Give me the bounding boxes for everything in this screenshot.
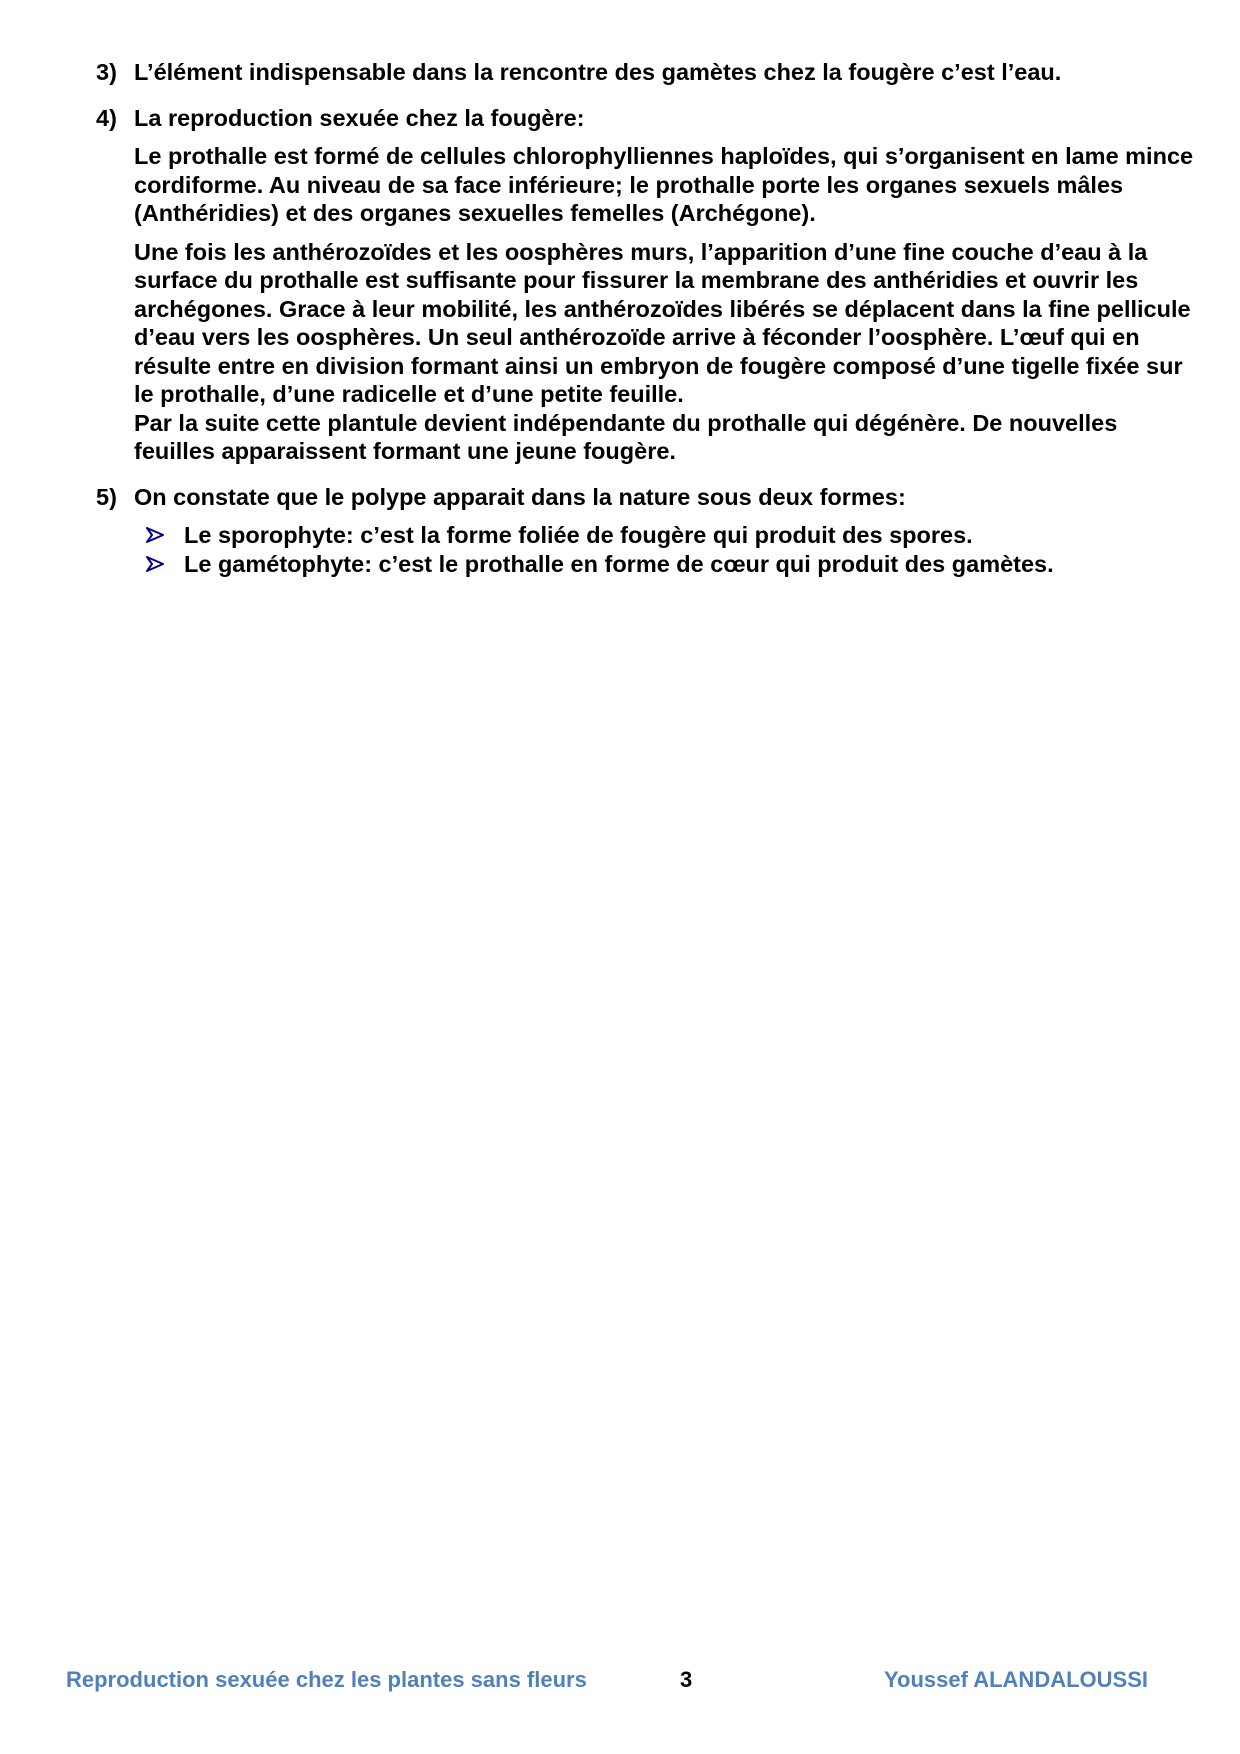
list-item-4 — [96, 104, 1196, 466]
arrow-bullet-icon — [146, 521, 184, 549]
paragraph-plantule: Par la suite cette plantule devient indépendante du prothalle qui dégénère. De nouvelles feuilles apparaissent formant une jeune fougère. — [134, 409, 1118, 464]
item-number: 5) — [96, 483, 117, 510]
bullet-item — [146, 550, 1196, 579]
item-body — [134, 104, 1196, 466]
bullet-item — [146, 521, 1196, 550]
item-body — [134, 58, 1196, 87]
main-content — [96, 58, 1196, 578]
item-text: On constate que le polype apparait dans la nature sous deux formes: — [134, 483, 906, 510]
list-item-3 — [96, 58, 1196, 87]
item-heading: La reproduction sexuée chez la fougère: — [134, 104, 585, 131]
bullet-text: Le sporophyte: c’est la forme foliée de fougère qui produit des spores. — [184, 522, 973, 548]
paragraph-fecondation: Une fois les anthérozoïdes et les oosphères murs, l’apparition d’une fine couche d’eau à la surface du prothalle est suffisante pour fissurer la membrane des anthéridies et ouvrir les archégones. Grace à leur mobilité, les anthérozoïdes libérés se déplacent dans la fine pellicule d’eau vers les oosphères. Un seul anthérozoïde arrive à féconder l’oosphère. L’œuf qui en résulte entre en division formant ainsi un embryon de fougère composé d’une tigelle fixée sur le prothalle, d’une radicelle et d’une petite feuille. — [134, 238, 1191, 407]
footer-title: Reproduction sexuée chez les plantes sans fleurs — [66, 1667, 587, 1692]
item-number: 3) — [96, 59, 117, 85]
arrow-bullet-icon — [146, 550, 184, 578]
bullet-text: Le gamétophyte: c’est le prothalle en forme de cœur qui produit des gamètes. — [184, 550, 1054, 577]
list-item-5 — [96, 483, 1196, 579]
page-footer — [66, 1667, 1166, 1697]
page-number: 3 — [680, 1667, 693, 1692]
bullet-list — [134, 521, 1196, 578]
item-text: L’élément indispensable dans la rencontre des gamètes chez la fougère c’est l’eau. — [134, 59, 1062, 85]
paragraph-prothalle: Le prothalle est formé de cellules chlorophylliennes haploïdes, qui s’organisent en lame mince cordiforme. Au niveau de sa face inférieure; le prothalle porte les organes sexuels mâles (Anthéridies) et des organes sexuelles femelles (Archégone). — [134, 143, 1194, 226]
item-number: 4) — [96, 104, 117, 131]
item-body — [134, 483, 1196, 579]
footer-author: Youssef ALANDALOUSSI — [883, 1667, 1148, 1692]
